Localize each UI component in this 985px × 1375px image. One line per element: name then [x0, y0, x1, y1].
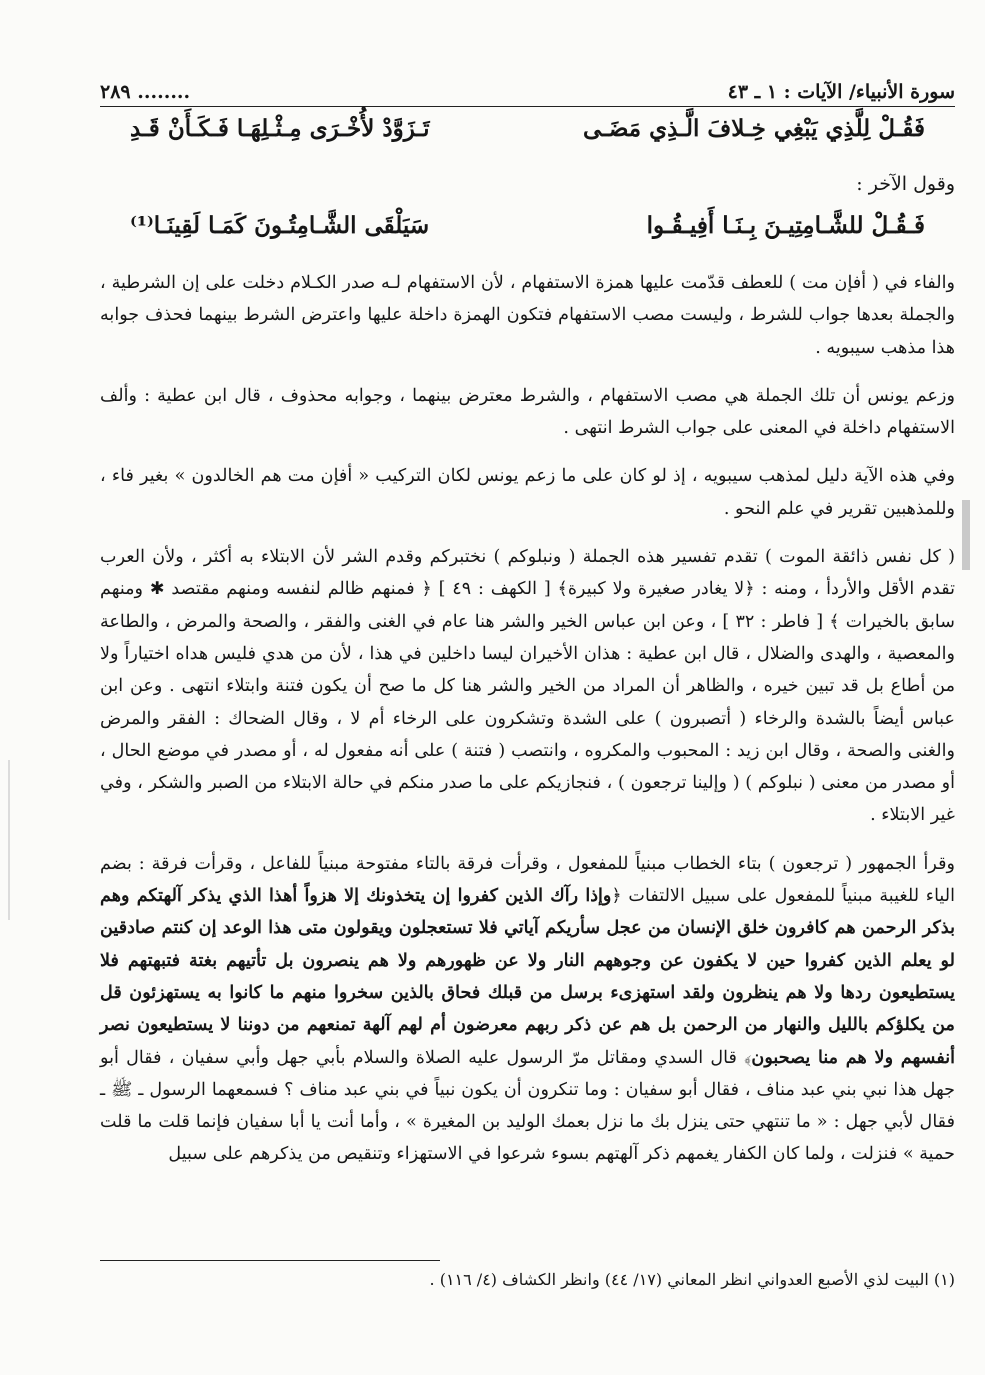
surah-title: سورة الأنبياء/ الآيات : ١ ـ ٤٣ — [727, 81, 955, 103]
footnote-divider — [100, 1260, 440, 1261]
poetry-verse-1 — [130, 115, 925, 142]
verse-1-second-hemistich: تَـزَوَّدْ لأُخْـرَى مِـثْـلِهَـا فَـكَـأَنْ قَـدِ — [130, 115, 430, 142]
paragraph-yunus-view: وزعم يونس أن تلك الجملة هي مصب الاستفهام ، والشرط معترض بينهما ، وجوابه محذوف ، قال ابن عطية : وألف الاستفهام داخلة في المعنى على جواب الشرط انتهى . — [100, 385, 955, 439]
verse-2-second-hemistich: سَيَلْقَى الشَّـامِتُـونَ كَمَـا لَقِينَـا⁽¹⁾ — [130, 212, 430, 239]
verse-1-first-hemistich: فَقُـلْ لِلَّذِي يَبْغِي خِـلافَ الَّـذِي مَضَـى — [582, 115, 925, 142]
page-number: ٢٨٩ ........ — [100, 81, 191, 103]
running-header — [100, 67, 955, 107]
quran-quote: وإذا رآك الذين كفروا إن يتخذونك إلا هزواً أهذا الذي يذكر آلهتكم وهم بذكر الرحمن هم كافرون خلق الإنسان من عجل سأريكم آياتي فلا تستعجلون ويقولون متى هذا الوعد إن كنتم صادقين لو يعلم الذين كفروا حين لا يكفون عن وجوههم النار ولا عن ظهورهم ولا هم ينصرون بل تأتيهم بغتة فتبهتهم فلا يستطيعون ردها ولا هم ينظرون ولقد استهزىء برسل من قبلك فحاق بالذين سخروا منهم ما كانوا به يستهزئون قل من يكلؤكم بالليل والنهار من الرحمن بل هم عن ذكر ربهم معرضون أم لهم آلهة تمنعهم من دوننا لا يستطيعون نصر أنفسهم ولا هم منا يصحبون — [100, 885, 956, 1068]
paragraph-fa-conjunction: والفاء في ( أفإن مت ) للعطف قدّمت عليها همزة الاستفهام ، لأن الاستفهام لـه صدر الكـلام دخلت على إن الشرطية ، والجملة بعدها جواب للشرط ، وليست مصب الاستفهام فتكون الهمزة داخلة عليها واعترض الشرط بينهما فحذف جوابه هذا مذهب سيبويه . — [100, 273, 955, 358]
readings-tail: ﴾ قال السدي ومقاتل مرّ الرسول عليه الصلاة والسلام بأبي جهل وأبي سفيان ، فقال أبو جهل هذا نبي بني عبد مناف ، فقال أبو سفيان : وما تنكرون أن يكون نبياً في بني عبد مناف ؟ فسمعهما الرسول ـ ﷺ ـ فقال لأبي جهل : « ما تنتهي حتى ينزل بك ما نزل بعمك الوليد بن المغيرة » ، وأما أنت يا أبا سفيان فإنما قلت ما قلت حمية » فنزلت ، ولما كان الكفار يغمهم ذكر آلهتهم بسوء شرعوا في الاستهزاء وتنقيص من يذكرهم على سبيل — [100, 1047, 955, 1165]
scan-edge-line — [8, 760, 10, 920]
book-page — [100, 55, 955, 1305]
readings-lead: وقرأ الجمهور ( ترجعون ) بتاء الخطاب مبنياً للمفعول ، وقرأت فرقة بالتاء مفتوحة مبنياً للفاعل ، وقرأت فرقة : بضم الياء للغيبة مبنياً للمفعول على سبيل الالتفات ﴿ — [100, 853, 955, 907]
paragraph-readings — [100, 848, 955, 1171]
paragraph-tafsir-kullu-nafs: ( كل نفس ذائقة الموت ) تقدم تفسير هذه الجملة ( ونبلوكم ) نختبركم وقدم الشر لأن الابتلاء به أكثر ، ولأن العرب تقدم الأقل والأردأ ، ومنه : ﴿لا يغادر صغيرة ولا كبيرة﴾ [ الكهف : ٤٩ ] ﴿ فمنهم ظالم لنفسه ومنهم مقتصد ✱ ومنهم سابق بالخيرات ﴾ [ فاطر : ٣٢ ] ، وعن ابن عباس الخير والشر هنا عام في الغنى والفقر ، والصحة والمرض ، والطاعة والمعصية ، والهدى والضلال ، قال ابن عطية : هذان الأخيران ليسا داخلين في هذا ، لأن من هدي فليس هداه اختياراً ولا من أطاع بل قد تبين خيره ، والظاهر أن المراد من الخير والشر هنا كل ما صح أن يكون فتنة وابتلاء انتهى . وعن ابن عباس أيضاً بالشدة والرخاء ( أتصبرون ) على الشدة وتشكرون على الرخاء أم لا ، وقال الضحاك : الفقر والمرض والغنى والصحة ، وقال ابن زيد : المحبوب والمكروه ، وانتصب ( فتنة ) على أنه مفعول له ، أو مصدر في موضع الحال ، أو مصدر من معنى ( نبلوكم ) ( وإلينا ترجعون ) ، فنجازيكم على ما صدر منكم في حالة الابتلاء من الصبر والشكر ، وفي غير الابتلاء . — [100, 547, 955, 826]
footnote: (١) البيت لذي الأصبع العدواني انظر المعاني (١٧/ ٤٤) وانظر الكشاف (٤/ ١١٦) . — [429, 1270, 955, 1289]
paragraph-sibawayh-evidence: وفي هذه الآية دليل لمذهب سيبويه ، إذ لو كان على ما زعم يونس لكان التركيب « أفإن مت هم الخالدون » بغير فاء ، وللمذهبين تقرير في علم النحو . — [100, 466, 955, 519]
verse-2-first-hemistich: فَـقُـلْ للشَّـامِتِيـنَ بِـنَـا أَفِيـقُـوا — [646, 212, 925, 239]
body-text — [100, 267, 955, 1171]
poetry-verse-2 — [130, 212, 925, 239]
scan-edge-mark — [962, 500, 970, 570]
intro-line: وقول الآخر : — [856, 173, 955, 195]
